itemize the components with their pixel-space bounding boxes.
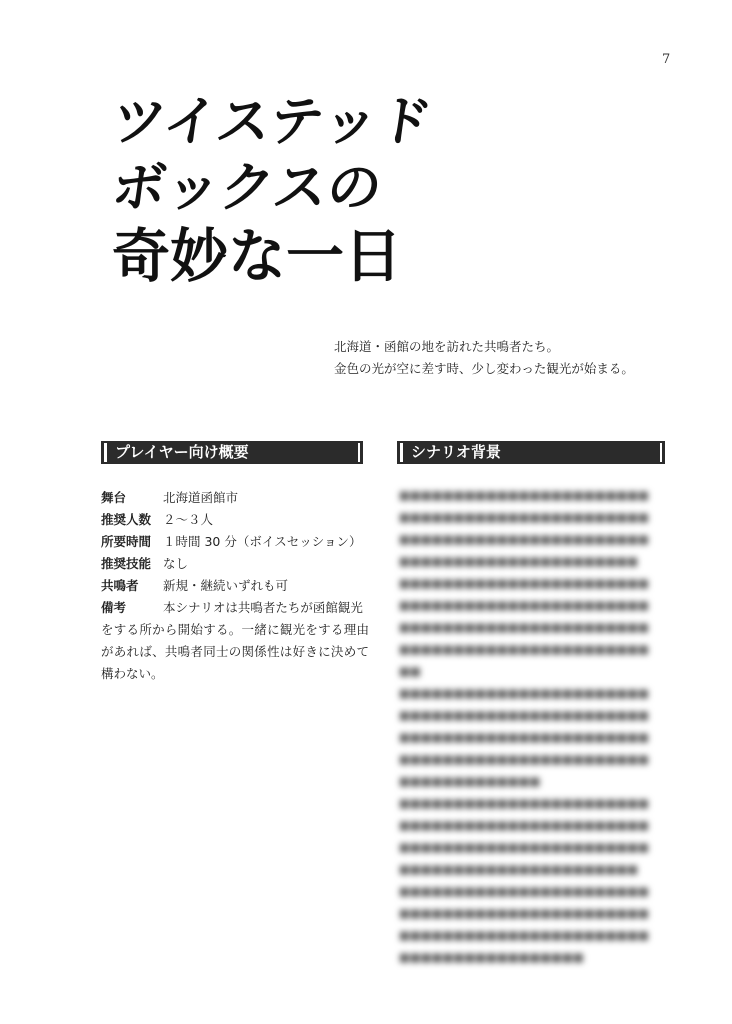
tagline bbox=[334, 336, 654, 380]
info-label: 推奨人数 bbox=[101, 512, 152, 527]
info-row-skills bbox=[101, 553, 369, 575]
info-label: 推奨技能 bbox=[101, 556, 152, 571]
info-label: 舞台 bbox=[101, 490, 127, 505]
tagline-line-1: 北海道・函館の地を訪れた共鳴者たち。 bbox=[334, 339, 560, 354]
title-line-2: ボックスの bbox=[107, 156, 386, 219]
info-value: 新規・継続いずれも可 bbox=[163, 578, 289, 593]
info-value: 北海道函館市 bbox=[163, 490, 239, 505]
info-row-stage bbox=[101, 487, 369, 509]
info-value: ２～３人 bbox=[163, 512, 214, 527]
notes-continuation: をする所から開始する。一緒に観光をする理由があれば、共鳴者同士の関係性は好きに決めて構わない。 bbox=[101, 622, 369, 681]
info-row-notes bbox=[101, 597, 369, 619]
title-line-3: 奇妙な一日 bbox=[112, 222, 403, 290]
info-label: 備考 bbox=[101, 600, 127, 615]
info-value: なし bbox=[163, 556, 189, 571]
redacted-scenario-background: ■■■■■■■■■■■■■■■■■■■■■■■ ■■■■■■■■■■■■■■■■■■■■■■■ ■■■■■■■■■■■■■■■■■■■■■■■ ■■■■■■■■■■■■■■■■■■■■■■ ■■■■■■■■■■■■■■■■■■■■■■■ ■■■■■■■■■■■■■■■■■■■■■■■ ■■■■■■■■■■■■■■■■■■■■■■■ ■■■■■■■■■■■■■■■■■■■■■■■ ■■ ■■■■■■■■■■■■■■■■■■■■■■■ ■■■■■■■■■■■■■■■■■■■■■■■ ■■■■■■■■■■■■■■■■■■■■■■■ ■■■■■■■■■■■■■■■■■■■■■■■ ■■■■■■■■■■■■■ ■■■■■■■■■■■■■■■■■■■■■■■ ■■■■■■■■■■■■■■■■■■■■■■■ ■■■■■■■■■■■■■■■■■■■■■■■ ■■■■■■■■■■■■■■■■■■■■■■ ■■■■■■■■■■■■■■■■■■■■■■■ ■■■■■■■■■■■■■■■■■■■■■■■ ■■■■■■■■■■■■■■■■■■■■■■■ ■■■■■■■■■■■■■■■■■ bbox=[399, 488, 649, 964]
info-value: 本シナリオは共鳴者たちが函館観光 bbox=[163, 600, 363, 615]
player-overview-header: プレイヤー向け概要 bbox=[101, 441, 363, 464]
info-row-duration bbox=[101, 531, 369, 553]
info-row-players bbox=[101, 509, 369, 531]
scenario-background-header: シナリオ背景 bbox=[397, 441, 665, 464]
title-line-1: ツイステッド bbox=[107, 90, 437, 153]
info-row-resonators bbox=[101, 575, 369, 597]
info-value: １時間 30 分（ボイスセッション） bbox=[163, 534, 362, 549]
tagline-line-2: 金色の光が空に差す時、少し変わった観光が始まる。 bbox=[334, 361, 634, 376]
info-label: 所要時間 bbox=[101, 534, 152, 549]
page-number: 7 bbox=[662, 52, 671, 67]
info-label: 共鳴者 bbox=[101, 578, 139, 593]
overview-info bbox=[101, 487, 369, 685]
scenario-title bbox=[107, 90, 442, 290]
